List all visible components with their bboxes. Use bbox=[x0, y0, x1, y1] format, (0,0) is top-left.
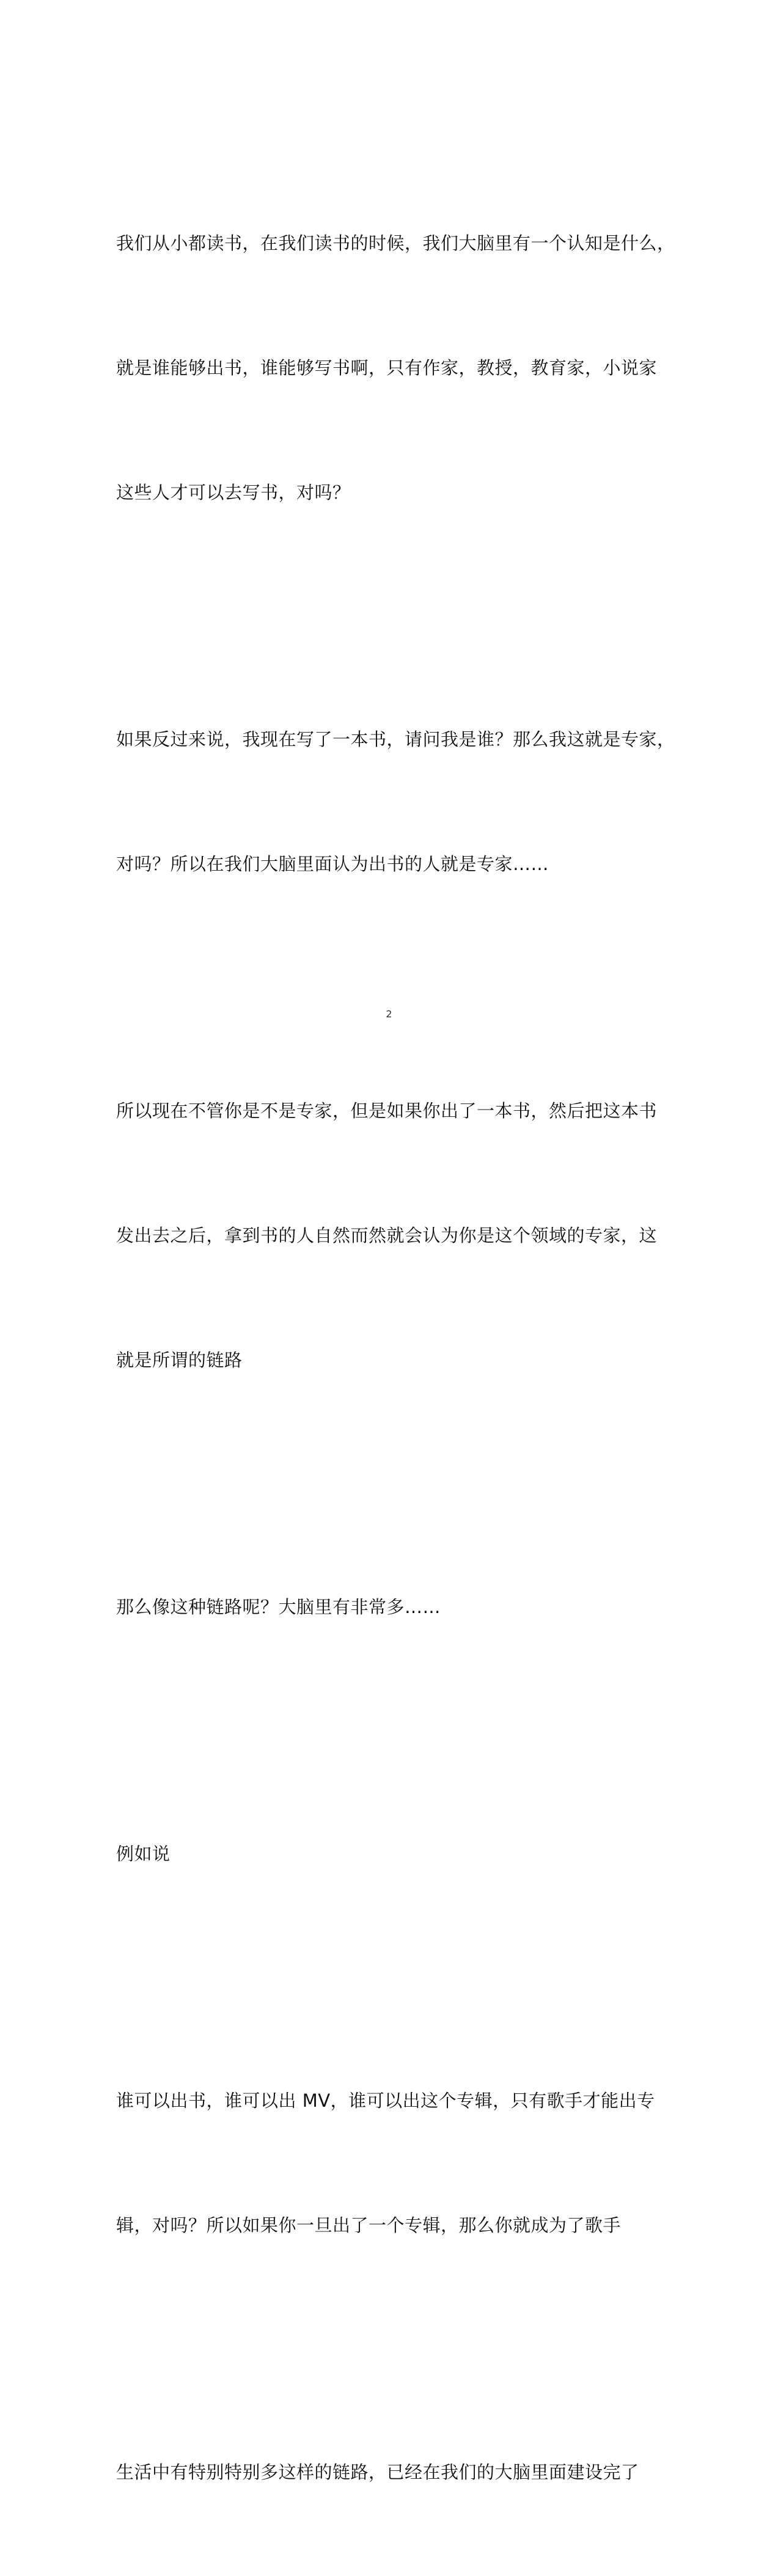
paragraph-5 bbox=[116, 1750, 666, 1958]
paragraph-line: 辑，对吗？所以如果你一旦出了一个专辑，那么你就成为了歌手 bbox=[116, 2215, 622, 2236]
paragraph-3 bbox=[116, 1007, 666, 1464]
paragraph-7 bbox=[116, 2368, 666, 2576]
paragraph-line: 这些人才可以去写书，对吗？ bbox=[116, 482, 351, 503]
page-body bbox=[116, 139, 675, 2576]
paragraph-line: 就是所谓的链路 bbox=[116, 1350, 243, 1370]
paragraph-line: 谁可以出书，谁可以出 MV，谁可以出这个专辑，只有歌手才能出专 bbox=[116, 2090, 655, 2111]
paragraph-line: 我们从小都读书，在我们读书的时候，我们大脑里有一个认知是什么， bbox=[116, 233, 675, 254]
paragraph-4 bbox=[116, 1503, 666, 1711]
paragraph-line: 发出去之后，拿到书的人自然而然就会认为你是这个领域的专家，这 bbox=[116, 1225, 658, 1246]
paragraph-line: 就是谁能够出书，谁能够写书啊，只有作家，教授，教育家，小说家 bbox=[116, 357, 658, 378]
paragraph-line: 生活中有特别特别多这样的链路，已经在我们的大脑里面建设完了 bbox=[116, 2462, 639, 2483]
paragraph-1 bbox=[116, 139, 675, 596]
page-number: 2 bbox=[386, 1008, 392, 1020]
paragraph-line: 那么像这种链路呢？大脑里有非常多…… bbox=[116, 1597, 441, 1617]
paragraph-line: 对吗？所以在我们大脑里面认为出书的人就是专家…… bbox=[116, 854, 549, 874]
paragraph-line: 例如说 bbox=[116, 1843, 171, 1864]
paragraph-2 bbox=[116, 635, 675, 968]
paragraph-6 bbox=[116, 1997, 666, 2329]
paragraph-line: 所以现在不管你是不是专家，但是如果你出了一本书，然后把这本书 bbox=[116, 1100, 658, 1121]
paragraph-line: 如果反过来说，我现在写了一本书，请问我是谁？那么我这就是专家， bbox=[116, 729, 675, 750]
